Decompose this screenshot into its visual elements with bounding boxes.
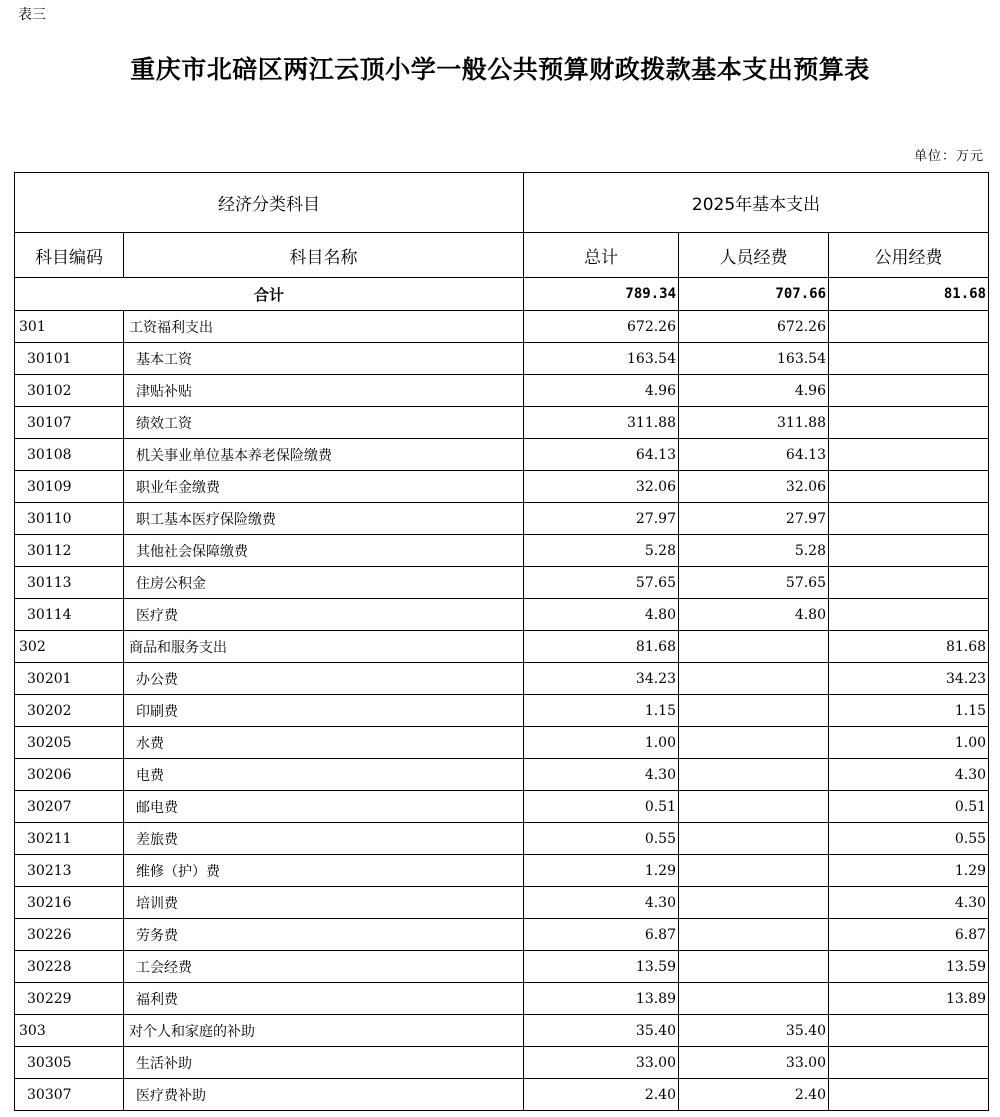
row-code: 302 [15,631,124,663]
table-row [15,567,989,599]
total-label: 合计 [15,278,524,311]
table-row [15,823,989,855]
row-code: 30112 [15,535,124,567]
row-personnel: 163.54 [679,343,829,375]
row-personnel: 32.06 [679,471,829,503]
header-total: 总计 [524,233,679,278]
row-total: 13.59 [524,951,679,983]
row-total: 81.68 [524,631,679,663]
row-name: 医疗费补助 [124,1079,524,1111]
row-personnel [679,759,829,791]
total-personnel: 707.66 [679,278,829,311]
row-total: 163.54 [524,343,679,375]
table-row [15,983,989,1015]
row-code: 30113 [15,567,124,599]
row-personnel: 35.40 [679,1015,829,1047]
row-name: 电费 [124,759,524,791]
table-row [15,599,989,631]
table-row [15,471,989,503]
row-total: 1.29 [524,855,679,887]
row-name: 福利费 [124,983,524,1015]
row-personnel: 2.40 [679,1079,829,1111]
row-name: 职工基本医疗保险缴费 [124,503,524,535]
row-total: 57.65 [524,567,679,599]
row-name: 津贴补贴 [124,375,524,407]
row-name: 印刷费 [124,695,524,727]
row-name: 维修（护）费 [124,855,524,887]
row-public: 1.15 [829,695,989,727]
row-personnel [679,727,829,759]
row-total: 0.51 [524,791,679,823]
row-personnel [679,791,829,823]
row-total: 35.40 [524,1015,679,1047]
row-public [829,471,989,503]
row-personnel: 4.80 [679,599,829,631]
row-code: 30228 [15,951,124,983]
row-name: 培训费 [124,887,524,919]
table-row [15,887,989,919]
row-code: 30202 [15,695,124,727]
row-personnel [679,951,829,983]
total-public: 81.68 [829,278,989,311]
row-public [829,1015,989,1047]
row-name: 劳务费 [124,919,524,951]
header-public: 公用经费 [829,233,989,278]
table-row [15,503,989,535]
row-public: 6.87 [829,919,989,951]
row-code: 30107 [15,407,124,439]
header-name: 科目名称 [124,233,524,278]
row-public [829,503,989,535]
table-row [15,311,989,343]
row-total: 2.40 [524,1079,679,1111]
row-public: 13.59 [829,951,989,983]
row-public [829,311,989,343]
row-personnel [679,663,829,695]
row-name: 绩效工资 [124,407,524,439]
row-total: 1.15 [524,695,679,727]
row-personnel [679,631,829,663]
row-public [829,407,989,439]
row-personnel: 672.26 [679,311,829,343]
row-public: 0.55 [829,823,989,855]
row-name: 机关事业单位基本养老保险缴费 [124,439,524,471]
table-row [15,919,989,951]
row-code: 30207 [15,791,124,823]
row-personnel [679,983,829,1015]
unit-label: 单位：万元 [913,149,984,164]
row-name: 工资福利支出 [124,311,524,343]
total-row [15,278,989,311]
row-public: 34.23 [829,663,989,695]
row-code: 30206 [15,759,124,791]
row-total: 34.23 [524,663,679,695]
row-public [829,343,989,375]
row-total: 27.97 [524,503,679,535]
table-row [15,663,989,695]
header-basic-expenditure: 2025年基本支出 [524,173,989,233]
header-economic-classification: 经济分类科目 [15,173,524,233]
row-code: 30226 [15,919,124,951]
row-name: 医疗费 [124,599,524,631]
row-public: 1.29 [829,855,989,887]
row-name: 生活补助 [124,1047,524,1079]
row-code: 30101 [15,343,124,375]
table-row [15,1079,989,1111]
header-personnel: 人员经费 [679,233,829,278]
row-code: 30109 [15,471,124,503]
row-public: 13.89 [829,983,989,1015]
row-public [829,1047,989,1079]
table-row [15,343,989,375]
row-public [829,439,989,471]
row-name: 工会经费 [124,951,524,983]
row-total: 6.87 [524,919,679,951]
row-total: 13.89 [524,983,679,1015]
row-code: 30114 [15,599,124,631]
header-row-columns [15,233,989,278]
row-total: 4.96 [524,375,679,407]
row-total: 1.00 [524,727,679,759]
row-personnel: 57.65 [679,567,829,599]
row-code: 30307 [15,1079,124,1111]
row-total: 4.80 [524,599,679,631]
row-public: 4.30 [829,759,989,791]
row-code: 303 [15,1015,124,1047]
row-code: 30305 [15,1047,124,1079]
row-total: 4.30 [524,759,679,791]
row-public [829,567,989,599]
total-amount: 789.34 [524,278,679,311]
row-personnel: 5.28 [679,535,829,567]
row-code: 30211 [15,823,124,855]
row-total: 5.28 [524,535,679,567]
row-public [829,1079,989,1111]
row-personnel: 33.00 [679,1047,829,1079]
row-name: 对个人和家庭的补助 [124,1015,524,1047]
row-code: 30213 [15,855,124,887]
row-total: 0.55 [524,823,679,855]
row-personnel: 27.97 [679,503,829,535]
row-code: 30229 [15,983,124,1015]
row-personnel [679,695,829,727]
row-personnel [679,919,829,951]
row-total: 33.00 [524,1047,679,1079]
table-row [15,695,989,727]
row-code: 30102 [15,375,124,407]
header-code: 科目编码 [15,233,124,278]
row-public: 4.30 [829,887,989,919]
row-name: 其他社会保障缴费 [124,535,524,567]
row-name: 职业年金缴费 [124,471,524,503]
table-row [15,535,989,567]
page-title: 重庆市北碚区两江云顶小学一般公共预算财政拨款基本支出预算表 [130,55,870,84]
row-name: 办公费 [124,663,524,695]
table-row [15,1047,989,1079]
row-total: 64.13 [524,439,679,471]
row-code: 30205 [15,727,124,759]
table-row [15,791,989,823]
row-personnel [679,855,829,887]
row-total: 32.06 [524,471,679,503]
table-row [15,407,989,439]
row-personnel: 64.13 [679,439,829,471]
table-row [15,631,989,663]
row-name: 住房公积金 [124,567,524,599]
row-public [829,375,989,407]
row-personnel [679,823,829,855]
table-row [15,951,989,983]
row-code: 301 [15,311,124,343]
row-public: 1.00 [829,727,989,759]
table-row [15,1015,989,1047]
row-total: 672.26 [524,311,679,343]
table-row [15,759,989,791]
table-row [15,375,989,407]
table-row [15,727,989,759]
row-name: 邮电费 [124,791,524,823]
row-personnel: 311.88 [679,407,829,439]
row-total: 311.88 [524,407,679,439]
row-name: 商品和服务支出 [124,631,524,663]
row-name: 基本工资 [124,343,524,375]
row-public [829,599,989,631]
header-row-group [15,173,989,233]
row-name: 差旅费 [124,823,524,855]
row-code: 30108 [15,439,124,471]
row-personnel: 4.96 [679,375,829,407]
row-code: 30216 [15,887,124,919]
row-public [829,535,989,567]
table-row [15,855,989,887]
table-label: 表三 [18,7,46,23]
budget-table [14,172,989,1111]
row-personnel [679,887,829,919]
row-total: 4.30 [524,887,679,919]
table-row [15,439,989,471]
row-name: 水费 [124,727,524,759]
row-code: 30201 [15,663,124,695]
row-public: 0.51 [829,791,989,823]
row-code: 30110 [15,503,124,535]
row-public: 81.68 [829,631,989,663]
